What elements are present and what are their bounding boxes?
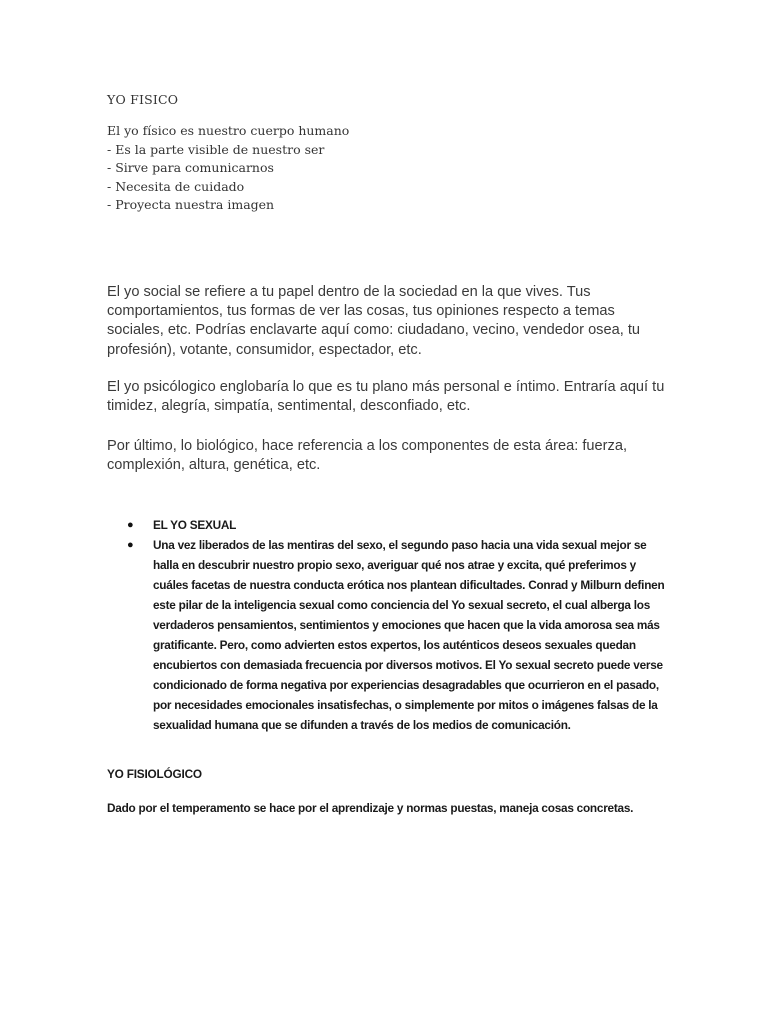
yo-fisico-title: YO FISICO [107, 92, 179, 107]
yo-fisiologico-text: Dado por el temperamento se hace por el aprendizaje y normas puestas, maneja cosas concretas. [107, 801, 634, 815]
yo-fisico-list [107, 122, 349, 215]
yo-fisico-line: - Es la parte visible de nuestro ser [107, 141, 325, 157]
bullet-text: Una vez liberados de las mentiras del sexo, el segundo paso hacia una vida sexual mejor se halla en descubrir nuestro propio sexo, averiguar qué nos atrae y excita, qué preferimos y cuáles facetas de nuestra conducta erótica nos plantean dificultades. Conrad y Milburn definen este pilar de la inteligencia sexual como conciencia del Yo sexual secreto, el cual alberga los verdaderos pensamientos, sentimientos y emociones que hacen que la vida amorosa sea más gratificante. Pero, como advierten estos expertos, los auténticos deseos sexuales quedan encubiertos con demasiada frecuencia por diversos motivos. El Yo sexual secreto puede verse condicionado de forma negativa por experiencias desagradables que ocurrieron en el pasado, por necesidades emocionales insatisfechas, o simplemente por mitos o imágenes falsas de la sexualidad humana que se difunden a través de los medios de comunicación. [153, 538, 665, 732]
yo-fisiologico-heading: YO FISIOLÓGICO [107, 767, 202, 781]
bullet-dot-icon: ● [127, 539, 134, 551]
yo-fisico-line: - Sirve para comunicarnos [107, 160, 274, 176]
yo-fisico-line: - Proyecta nuestra imagen [107, 197, 275, 213]
yo-social-paragraph: El yo social se refiere a tu papel dentro de la sociedad en la que vives. Tus comportamientos, tus formas de ver las cosas, tus opiniones respecto a temas sociales, etc. Podrías enclavarte aquí como: ciudadano, vecino, vendedor osea, tu profesión), votante, consumidor, espectador, etc. [107, 284, 640, 358]
bullet-item-yo-sexual [127, 515, 667, 535]
bullet-list [127, 515, 667, 735]
yo-fisico-line: - Necesita de cuidado [107, 178, 245, 194]
bullet-dot-icon: ● [127, 519, 134, 531]
bullet-text: EL YO SEXUAL [153, 518, 237, 532]
yo-psicologico-paragraph: El yo psicólogico englobaría lo que es tu plano más personal e íntimo. Entraría aquí tu timidez, alegría, simpatía, sentimental, desconfiado, etc. [107, 379, 665, 415]
bullet-item-description [127, 535, 667, 735]
yo-fisico-line: El yo físico es nuestro cuerpo humano [107, 123, 350, 138]
yo-biologico-paragraph: Por último, lo biológico, hace referencia a los componentes de esta área: fuerza, complexión, altura, genética, etc. [107, 438, 627, 474]
